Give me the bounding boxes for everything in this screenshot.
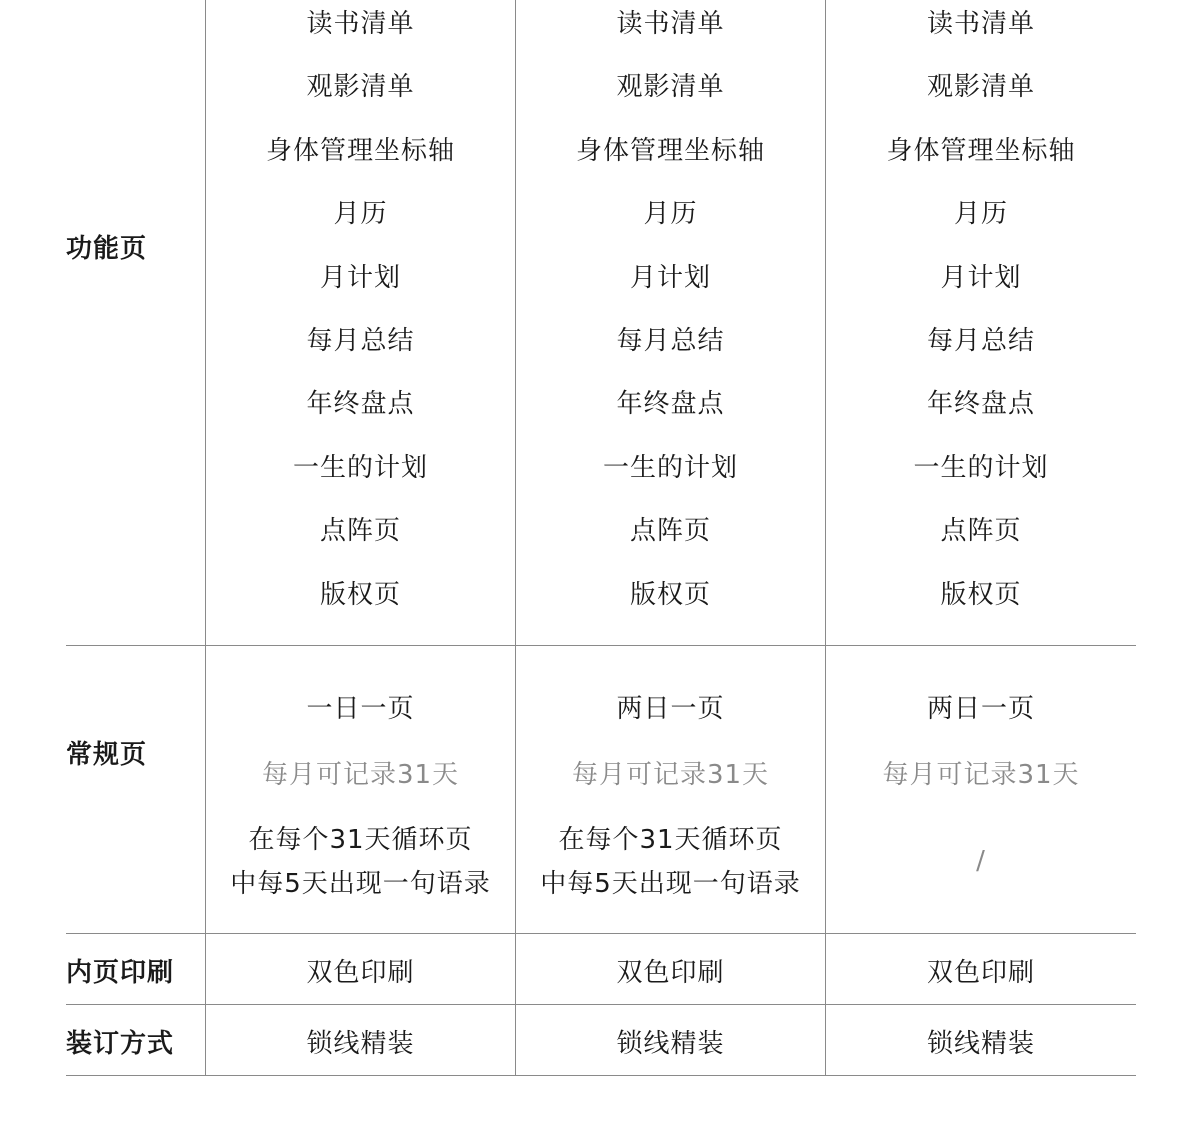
function-page-item: 身体管理坐标轴: [265, 135, 455, 166]
row-divider: [66, 645, 1136, 646]
regular-quote-line2: 中每5天出现一句语录: [230, 869, 491, 899]
function-page-item: 身体管理坐标轴: [886, 135, 1076, 166]
regular-quote-line2: 中每5天出现一句语录: [540, 869, 801, 899]
row-divider: [66, 933, 1136, 934]
function-page-item: 月计划: [940, 262, 1022, 293]
function-page-item: 一生的计划: [602, 452, 738, 483]
function-page-item: 点阵页: [319, 516, 401, 547]
regular-note: 每月可记录31天: [882, 760, 1080, 790]
function-page-item: 读书清单: [616, 9, 725, 39]
function-page-item: 年终盘点: [926, 389, 1035, 420]
regular-layout: 一日一页: [306, 694, 415, 724]
function-page-item: 身体管理坐标轴: [575, 135, 765, 166]
printing-value: 双色印刷: [306, 958, 415, 988]
function-page-item: 版权页: [629, 579, 711, 610]
regular-quote-line1: 在每个31天循环页: [248, 825, 473, 855]
function-page-item: 一生的计划: [292, 452, 428, 483]
function-page-item: 月计划: [319, 262, 401, 293]
function-page-item: 点阵页: [940, 516, 1022, 547]
row-divider: [66, 1004, 1136, 1005]
function-page-item: 观影清单: [616, 72, 725, 103]
function-page-item: 每月总结: [926, 326, 1035, 356]
function-page-item: 读书清单: [306, 9, 415, 39]
row-label-regular-pages: 常规页: [66, 740, 148, 770]
regular-layout: 两日一页: [926, 694, 1035, 724]
function-page-item: 月计划: [629, 262, 711, 293]
row-label-printing: 内页印刷: [66, 958, 175, 988]
binding-value: 锁线精装: [616, 1029, 725, 1059]
function-page-item: 年终盘点: [616, 389, 725, 420]
row-label-binding: 装订方式: [66, 1029, 175, 1059]
row-label-function-pages: 功能页: [66, 234, 148, 264]
function-page-item: 每月总结: [616, 326, 725, 356]
function-page-item: 版权页: [940, 579, 1022, 610]
binding-value: 锁线精装: [306, 1029, 415, 1059]
function-page-item: 一生的计划: [913, 452, 1049, 483]
regular-quote-line1: 在每个31天循环页: [558, 825, 783, 855]
function-page-item: 版权页: [319, 579, 401, 610]
binding-value: 锁线精装: [926, 1029, 1035, 1059]
function-page-item: 每月总结: [306, 326, 415, 356]
function-page-item: 年终盘点: [306, 389, 415, 420]
regular-note: 每月可记录31天: [571, 760, 770, 790]
spec-table: [66, 0, 1136, 1076]
function-page-item: 读书清单: [926, 9, 1035, 39]
function-page-item: 观影清单: [926, 72, 1035, 103]
printing-value: 双色印刷: [616, 958, 725, 988]
printing-value: 双色印刷: [926, 958, 1035, 988]
regular-note: 每月可记录31天: [261, 760, 460, 790]
regular-quote-line1: /: [976, 846, 986, 876]
function-page-item: 月历: [333, 199, 388, 230]
function-page-item: 观影清单: [306, 72, 415, 103]
function-page-item: 月历: [953, 199, 1008, 230]
row-divider: [66, 1075, 1136, 1076]
function-page-item: 月历: [643, 199, 698, 230]
function-page-item: 点阵页: [629, 516, 711, 547]
regular-layout: 两日一页: [616, 694, 725, 724]
